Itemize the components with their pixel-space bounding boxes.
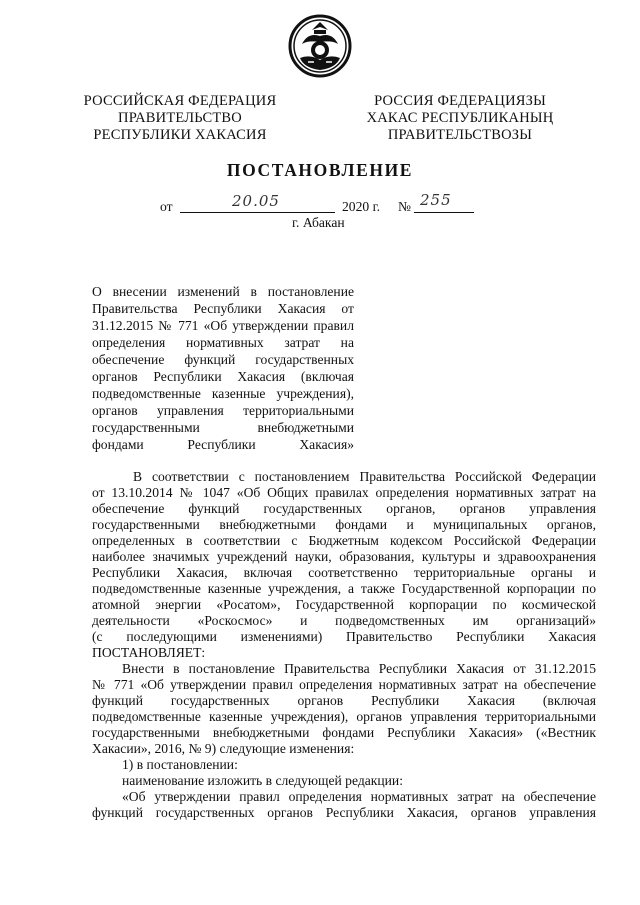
coat-of-arms-emblem [288,14,352,78]
body-line: атомной энергии «Росатом», Государственной корпорации по космической [92,597,596,612]
body-line: обеспечение функций государственных органов, органов управления [92,501,596,516]
subject-line: органов Республики Хакасия (включая [92,369,354,384]
date-prefix: от [160,199,173,214]
body-line: деятельности «Роскосмос» и подведомственных им организаций» [92,613,596,628]
body-line: В соответствии с постановлением Правительства Российской Федерации [133,469,596,484]
body-line: Республики Хакасия, включая соответственно территориальные органы и [92,565,596,580]
body-line: Внести в постановление Правительства Республики Хакасия от 31.12.2015 [122,661,596,676]
city-label: г. Абакан [292,215,345,230]
body-line: функций государственных органов Республики Хакасия (включая [92,693,596,708]
subject-line: фондами Республики Хакасия» [92,437,354,452]
number-prefix: № [398,199,411,214]
body-line: от 13.10.2014 № 1047 «Об Общих правилах определения нормативных затрат на [92,485,596,500]
date-underline [180,212,335,213]
body-line: Хакасии», 2016, № 9) следующие изменения: [92,741,355,756]
body-line: 1) в постановлении: [122,757,238,772]
body-line: определенных в соответствии с Бюджетным кодексом Российской Федерации [92,533,596,548]
body-line: (с последующими изменениями) Правительство Республики Хакасия [92,629,596,644]
subject-line: государственными внебюджетными [92,420,354,435]
subject-block [92,283,354,453]
header-right [355,93,565,144]
number-handwritten: 255 [420,191,452,209]
header-right-line: РОССИЯ ФЕДЕРАЦИЯЗЫ [374,93,546,109]
year-label: 2020 г. [342,199,381,214]
document-title: ПОСТАНОВЛЕНИЕ [226,160,414,180]
header-left-line: РОССИЙСКАЯ ФЕДЕРАЦИЯ [83,93,277,109]
body-line: «Об утверждении правил определения нормативных затрат на обеспечение [122,789,596,804]
header-right-line: ПРАВИТЕЛЬСТВОЗЫ [387,127,533,143]
header-left-line: РЕСПУБЛИКИ ХАКАСИЯ [93,127,267,143]
body-line: ПОСТАНОВЛЯЕТ: [92,645,206,660]
subject-line: подведомственные казенные учреждения), [92,386,354,401]
body-text [92,469,596,821]
header-left-line: ПРАВИТЕЛЬСТВО [118,110,242,126]
subject-line: определения нормативных затрат на [92,335,354,350]
body-line: государственными внебюджетными фондами Республики Хакасия» («Вестник [92,725,596,740]
header-right-line: ХАКАС РЕСПУБЛИКАНЫҢ [366,110,554,126]
subject-line: О внесении изменений в постановление [92,284,354,299]
subject-line: 31.12.2015 № 771 «Об утверждении правил [92,318,354,333]
body-line: наиболее значимых учреждений науки, образования, культуры и здравоохранения [92,549,596,564]
subject-line: обеспечение функций государственных [92,352,354,367]
body-line: функций государственных органов Республики Хакасия, органов управления [92,805,596,820]
body-line: подведомственные казенные учреждения), органов управления территориальными [92,709,596,724]
body-line: № 771 «Об утверждении правил определения нормативных затрат на обеспечение [92,677,596,692]
number-underline [414,212,474,213]
subject-line: органов управления территориальными [92,403,354,418]
header-left [80,93,280,144]
subject-line: Правительства Республики Хакасия от [92,301,354,316]
body-line: государственными внебюджетными фондами и муниципальных органов, [92,517,596,532]
date-handwritten: 20.05 [232,192,280,210]
body-line: подведомственные казенные учреждения, а также Государственной корпорации по [92,581,596,596]
body-line: наименование изложить в следующей редакции: [122,773,403,788]
